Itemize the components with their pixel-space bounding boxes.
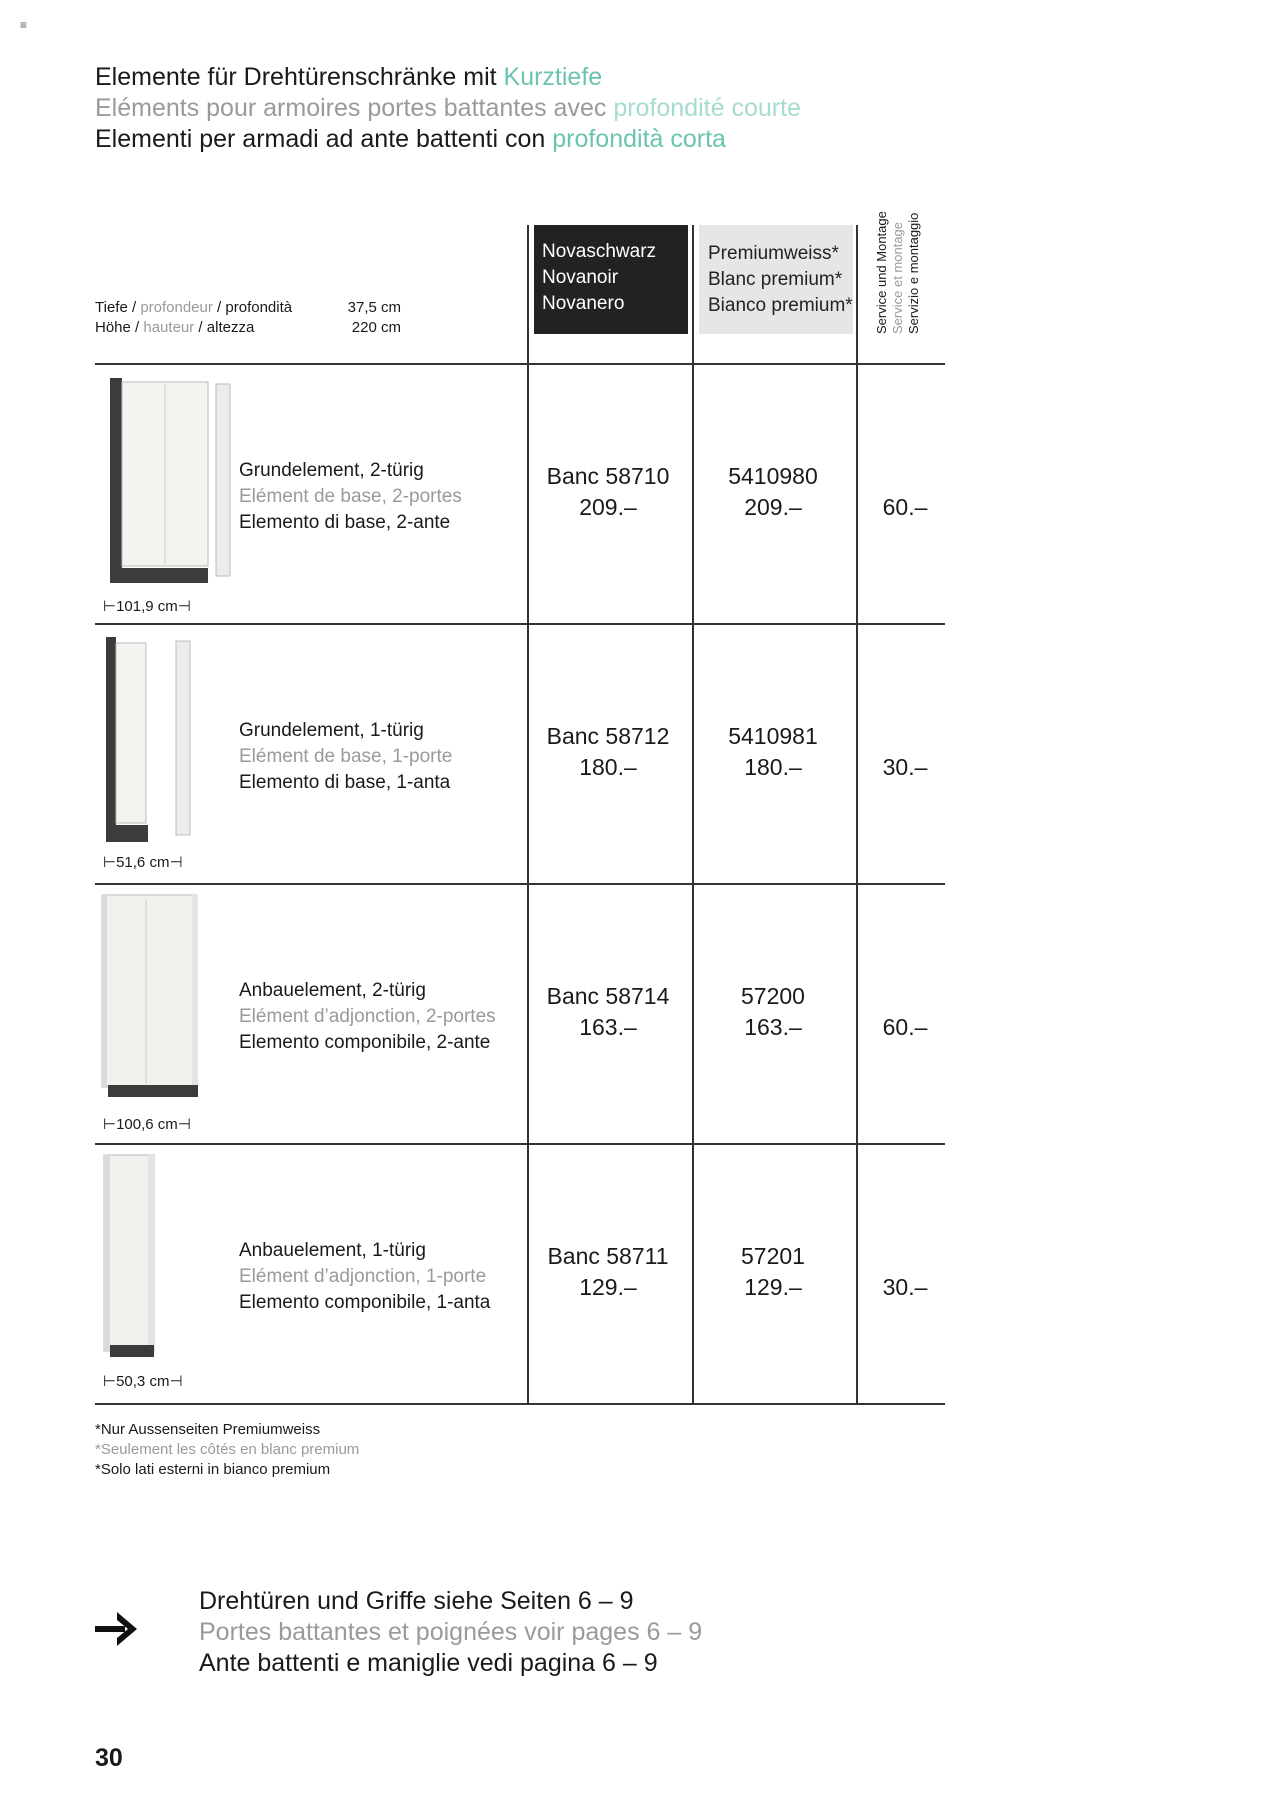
price-cell-black: Banc 58710 209.– — [546, 463, 670, 520]
product-description: Anbauelement, 1-türig Elément d’adjonction, 1-porte Elemento componibile, 1-anta — [239, 1240, 491, 1313]
height-row: Höhe / hauteur / altezza 220 cm — [95, 319, 401, 336]
page-number: 30 — [95, 1744, 123, 1772]
product-width: ⊢101,9 cm⊣ — [103, 598, 191, 615]
product-description: Grundelement, 1-türig Elément de base, 1-porte Elemento di base, 1-anta — [239, 720, 453, 793]
price-cell-white: 5410980 209.– — [728, 463, 818, 520]
table-row — [95, 885, 945, 1144]
table-row — [95, 625, 945, 884]
price-cell-service: 30.– — [882, 1274, 928, 1300]
product-width: ⊢50,3 cm⊣ — [103, 1373, 183, 1390]
title-it: Elementi per armadi ad ante battenti con profondità corta — [95, 125, 726, 153]
depth-value: 37,5 cm — [347, 299, 401, 316]
see-also-reference[interactable]: Drehtüren und Griffe siehe Seiten 6 – 9 Portes battantes et poignées voir pages 6 – 9 Ante battenti e maniglie vedi pagina 6 – 9 — [199, 1587, 703, 1677]
depth-row: Tiefe / profondeur / profondità 37,5 cm — [95, 299, 401, 316]
footnote: *Nur Aussenseiten Premiumweiss *Seulement les côtés en blanc premium *Solo lati esterni in bianco premium — [95, 1421, 360, 1478]
arrow-right-icon — [95, 1612, 137, 1646]
menu-icon[interactable]: ≡ — [20, 18, 28, 32]
price-cell-black: Banc 58714 163.– — [546, 983, 670, 1040]
dimensions-block — [95, 298, 401, 338]
price-cell-service: 60.– — [882, 494, 928, 520]
price-cell-black: Banc 58712 180.– — [546, 723, 670, 780]
wardrobe-1-door-add-on-image — [100, 1153, 240, 1363]
price-cell-service: 60.– — [882, 1014, 928, 1040]
title-fr: Eléments pour armoires portes battantes avec profondité courte — [95, 94, 801, 122]
height-value: 220 cm — [351, 319, 401, 336]
price-cell-white: 5410981 180.– — [728, 723, 818, 780]
table-row — [95, 365, 945, 624]
product-description: Anbauelement, 2-türig Elément d’adjonction, 2-portes Elemento componibile, 2-ante — [239, 980, 496, 1053]
wardrobe-1-door-image — [100, 637, 240, 847]
table-row — [95, 1145, 945, 1404]
title-de: Elemente für Drehtürenschränke mit Kurztiefe — [95, 63, 603, 91]
column-header-novaschwarz: Novaschwarz Novanoir Novanero — [534, 225, 688, 334]
product-width: ⊢100,6 cm⊣ — [103, 1116, 191, 1133]
price-cell-black: Banc 58711 129.– — [547, 1243, 669, 1300]
wardrobe-2-door-add-on-image — [100, 893, 240, 1103]
column-header-premiumweiss: Premiumweiss* Blanc premium* Bianco premium* — [699, 225, 853, 334]
column-header-service: Service und Montage Service et montage Servizio e montaggio — [874, 211, 921, 334]
price-cell-white: 57201 129.– — [741, 1243, 805, 1300]
wardrobe-2-door-image — [100, 378, 240, 588]
page-title — [95, 62, 801, 155]
price-cell-service: 30.– — [882, 754, 928, 780]
product-description: Grundelement, 2-türig Elément de base, 2-portes Elemento di base, 2-ante — [239, 460, 462, 533]
price-cell-white: 57200 163.– — [741, 983, 805, 1040]
product-width: ⊢51,6 cm⊣ — [103, 854, 183, 871]
